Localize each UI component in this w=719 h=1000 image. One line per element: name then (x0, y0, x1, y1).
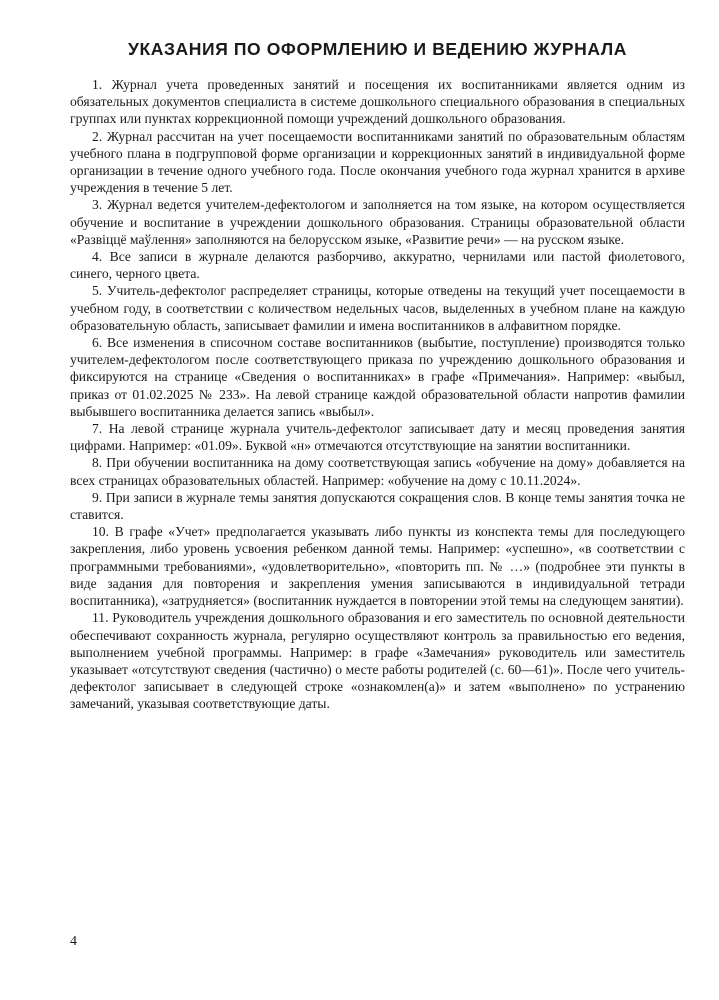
instruction-paragraph-11: 11. Руководитель учреждения дошкольного образования и его заместитель по основной деятельности обеспечивают сохранность журнала, регулярно осуществляют контроль за правильностью его ведения, выполнением учебной программы. Например: в графе «Замечания» руководитель или заместитель указывает «отсутствуют сведения (частично) о месте работы родителей (с. 60—61)». После чего учитель-дефектолог записывает в следующей строке «ознакомлен(а)» и затем «выполнено» по устранению замечаний, указывая соответствующие даты. (70, 610, 685, 712)
document-page (70, 38, 685, 713)
instruction-paragraph-3: 3. Журнал ведется учителем-дефектологом и заполняется на том языке, на котором осуществляется обучение и воспитание в учреждении дошкольного образования. Страницы образовательной области «Развіццё маўлення» заполняются на белорусском языке, «Развитие речи» — на русском языке. (70, 197, 685, 247)
page-number: 4 (70, 934, 77, 949)
page-title: УКАЗАНИЯ ПО ОФОРМЛЕНИЮ И ВЕДЕНИЮ ЖУРНАЛА (127, 39, 627, 59)
instruction-paragraph-9: 9. При записи в журнале темы занятия допускаются сокращения слов. В конце темы занятия точка не ставится. (70, 489, 685, 523)
instruction-paragraph-8: 8. При обучении воспитанника на дому соответствующая запись «обучение на дому» добавляется на всех страницах образовательных областей. Например: «обучение на дому с 10.11.2024». (70, 455, 685, 488)
instructions-list (70, 76, 685, 713)
instruction-paragraph-2: 2. Журнал рассчитан на учет посещаемости воспитанниками занятий по образовательным областям учебного плана в подгрупповой форме организации и коррекционных занятий в индивидуальной форме организации в течение одного учебного года. После окончания учебного года журнал хранится в архиве учреждения в течение 5 лет. (70, 128, 685, 196)
instruction-paragraph-1: 1. Журнал учета проведенных занятий и посещения их воспитанниками является одним из обязательных документов специалиста в системе дошкольного специального образования в специальных группах или пунктах коррекционной помощи учреждений дошкольного образования. (70, 77, 685, 127)
instruction-paragraph-10: 10. В графе «Учет» предполагается указывать либо пункты из конспекта темы для последующего закрепления, либо уровень усвоения ребенком данной темы. Например: «успешно», «в соответствии с программными требованиями», «удовлетворительно», «повторить пп. № …» (подробнее эти пункты в виде задания для повторения и закрепления умения записываются в индивидуальной тетради воспитанника), «затрудняется» (воспитанник нуждается в повторении этой темы на следующем занятии). (70, 524, 685, 609)
instruction-paragraph-6: 6. Все изменения в списочном составе воспитанников (выбытие, поступление) производятся только учителем-дефектологом после соответствующего приказа по учреждению дошкольного образования и фиксируются на странице «Сведения о воспитанниках» в графе «Примечания». Например: «выбыл, приказ от 01.02.2025 № 233». На левой странице каждой образовательной области напротив фамилии выбывшего воспитанника делается запись «выбыл». (70, 335, 685, 419)
instruction-paragraph-5: 5. Учитель-дефектолог распределяет страницы, которые отведены на текущий учет посещаемости в учебном году, в соответствии с количеством недельных часов, выделенных в учебном плане на каждую образовательную область, записывает фамилии и имена воспитанников в алфавитном порядке. (70, 283, 685, 333)
instruction-paragraph-7: 7. На левой странице журнала учитель-дефектолог записывает дату и месяц проведения занятия цифрами. Например: «01.09». Буквой «н» отмечаются отсутствующие на занятии воспитанники. (70, 421, 685, 454)
instruction-paragraph-4: 4. Все записи в журнале делаются разборчиво, аккуратно, чернилами или пастой фиолетового, синего, черного цвета. (70, 249, 685, 282)
